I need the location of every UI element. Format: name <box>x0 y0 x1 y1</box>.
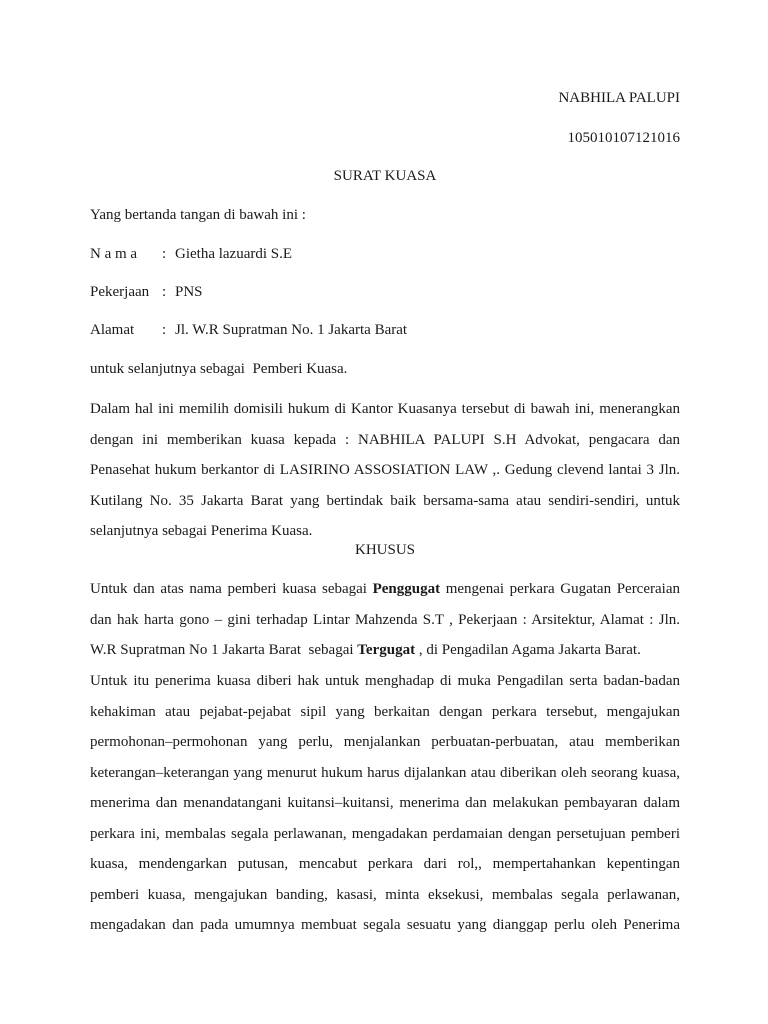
bold-term-tergugat: Tergugat <box>357 642 416 658</box>
field-alamat <box>90 320 407 340</box>
grantor-closing: untuk selanjutnya sebagai Pemberi Kuasa. <box>90 361 348 377</box>
document-title-text: SURAT KUASA <box>333 168 437 184</box>
paragraph-line: dengan ini memberikan kuasa kepada : NABHILA PALUPI S.H Advokat, pengacara dan <box>90 431 680 448</box>
paragraph-line: menerima dan menandatangani kuitansi–kuitansi, menerima dan melakukan pembayaran dalam <box>90 795 680 811</box>
paragraph-line <box>90 635 680 666</box>
paragraph-line: mengadakan dan pada umumnya membuat segala sesuatu yang dianggap perlu oleh Penerima <box>90 917 680 933</box>
field-nama <box>90 244 292 264</box>
document-title <box>90 166 680 186</box>
field-value: PNS <box>175 284 203 300</box>
paragraph-line: dan hak harta gono – gini terhadap Lintar Mahzenda S.T , Pekerjaan : Arsitektur, Alamat : Jln. <box>90 611 680 628</box>
paragraph-line <box>90 574 680 605</box>
paragraph-line: selanjutnya sebagai Penerima Kuasa. <box>90 523 313 539</box>
paragraph-line: kuasa, mendengarkan putusan, mencabut perkara dari rol,, mempertahankan kepentingan <box>90 856 680 872</box>
header-name: NABHILA PALUPI <box>558 90 680 106</box>
intro-text: Yang bertanda tangan di bawah ini : <box>90 207 306 223</box>
paragraph-line: Untuk itu penerima kuasa diberi hak untuk menghadap di muka Pengadilan serta badan-badan <box>90 673 680 689</box>
field-label: N a m a <box>90 246 138 262</box>
paragraph-domicile <box>90 394 680 547</box>
field-separator: : <box>162 284 167 300</box>
field-label: Pekerjaan <box>90 284 150 300</box>
header-id-number: 105010107121016 <box>567 130 680 146</box>
section-title-text: KHUSUS <box>354 542 415 558</box>
paragraph-powers <box>90 666 680 941</box>
text-run: W.R Supratman No 1 Jakarta Barat sebagai <box>90 642 358 658</box>
paragraph-line: pemberi kuasa, mengajukan banding, kasasi, minta eksekusi, membalas segala perlawanan, <box>90 886 680 903</box>
field-separator: : <box>162 246 167 262</box>
text-run: mengenai perkara Gugatan Perceraian <box>440 581 680 597</box>
document-page <box>90 0 680 1024</box>
paragraph-line: Penasehat hukum berkantor di LASIRINO ASSOSIATION LAW ,. Gedung clevend lantai 3 Jln. <box>90 462 680 478</box>
paragraph-line: Dalam hal ini memilih domisili hukum di Kantor Kuasanya tersebut di bawah ini, menerangkan <box>90 401 680 417</box>
paragraph-line: perkara ini, membalas segala perlawanan, mengadakan perdamaian dengan persetujuan pemberi <box>90 825 680 842</box>
section-title <box>90 540 680 560</box>
paragraph-line: permohonan–permohonan yang perlu, menjalankan perbuatan-perbuatan, atau memberikan <box>90 734 680 750</box>
field-label: Alamat <box>90 322 135 338</box>
text-run: Untuk dan atas nama pemberi kuasa sebagai <box>90 581 373 597</box>
text-run: , di Pengadilan Agama Jakarta Barat. <box>415 642 641 658</box>
field-pekerjaan <box>90 282 203 302</box>
paragraph-line: kehakiman atau pejabat-pejabat sipil yang berkaitan dengan perkara tersebut, mengajukan <box>90 703 680 720</box>
bold-term-penggugat: Penggugat <box>372 581 441 597</box>
field-value: Gietha lazuardi S.E <box>175 246 293 262</box>
paragraph-line: Kutilang No. 35 Jakarta Barat yang bertindak baik bersama-sama atau sendiri-sendiri, untuk <box>90 492 680 509</box>
paragraph-line: keterangan–keterangan yang menurut hukum harus dijalankan atau diberikan oleh seorang kuasa, <box>90 764 680 781</box>
paragraph-special <box>90 574 680 666</box>
field-separator: : <box>162 322 167 338</box>
field-value: Jl. W.R Supratman No. 1 Jakarta Barat <box>175 322 408 338</box>
